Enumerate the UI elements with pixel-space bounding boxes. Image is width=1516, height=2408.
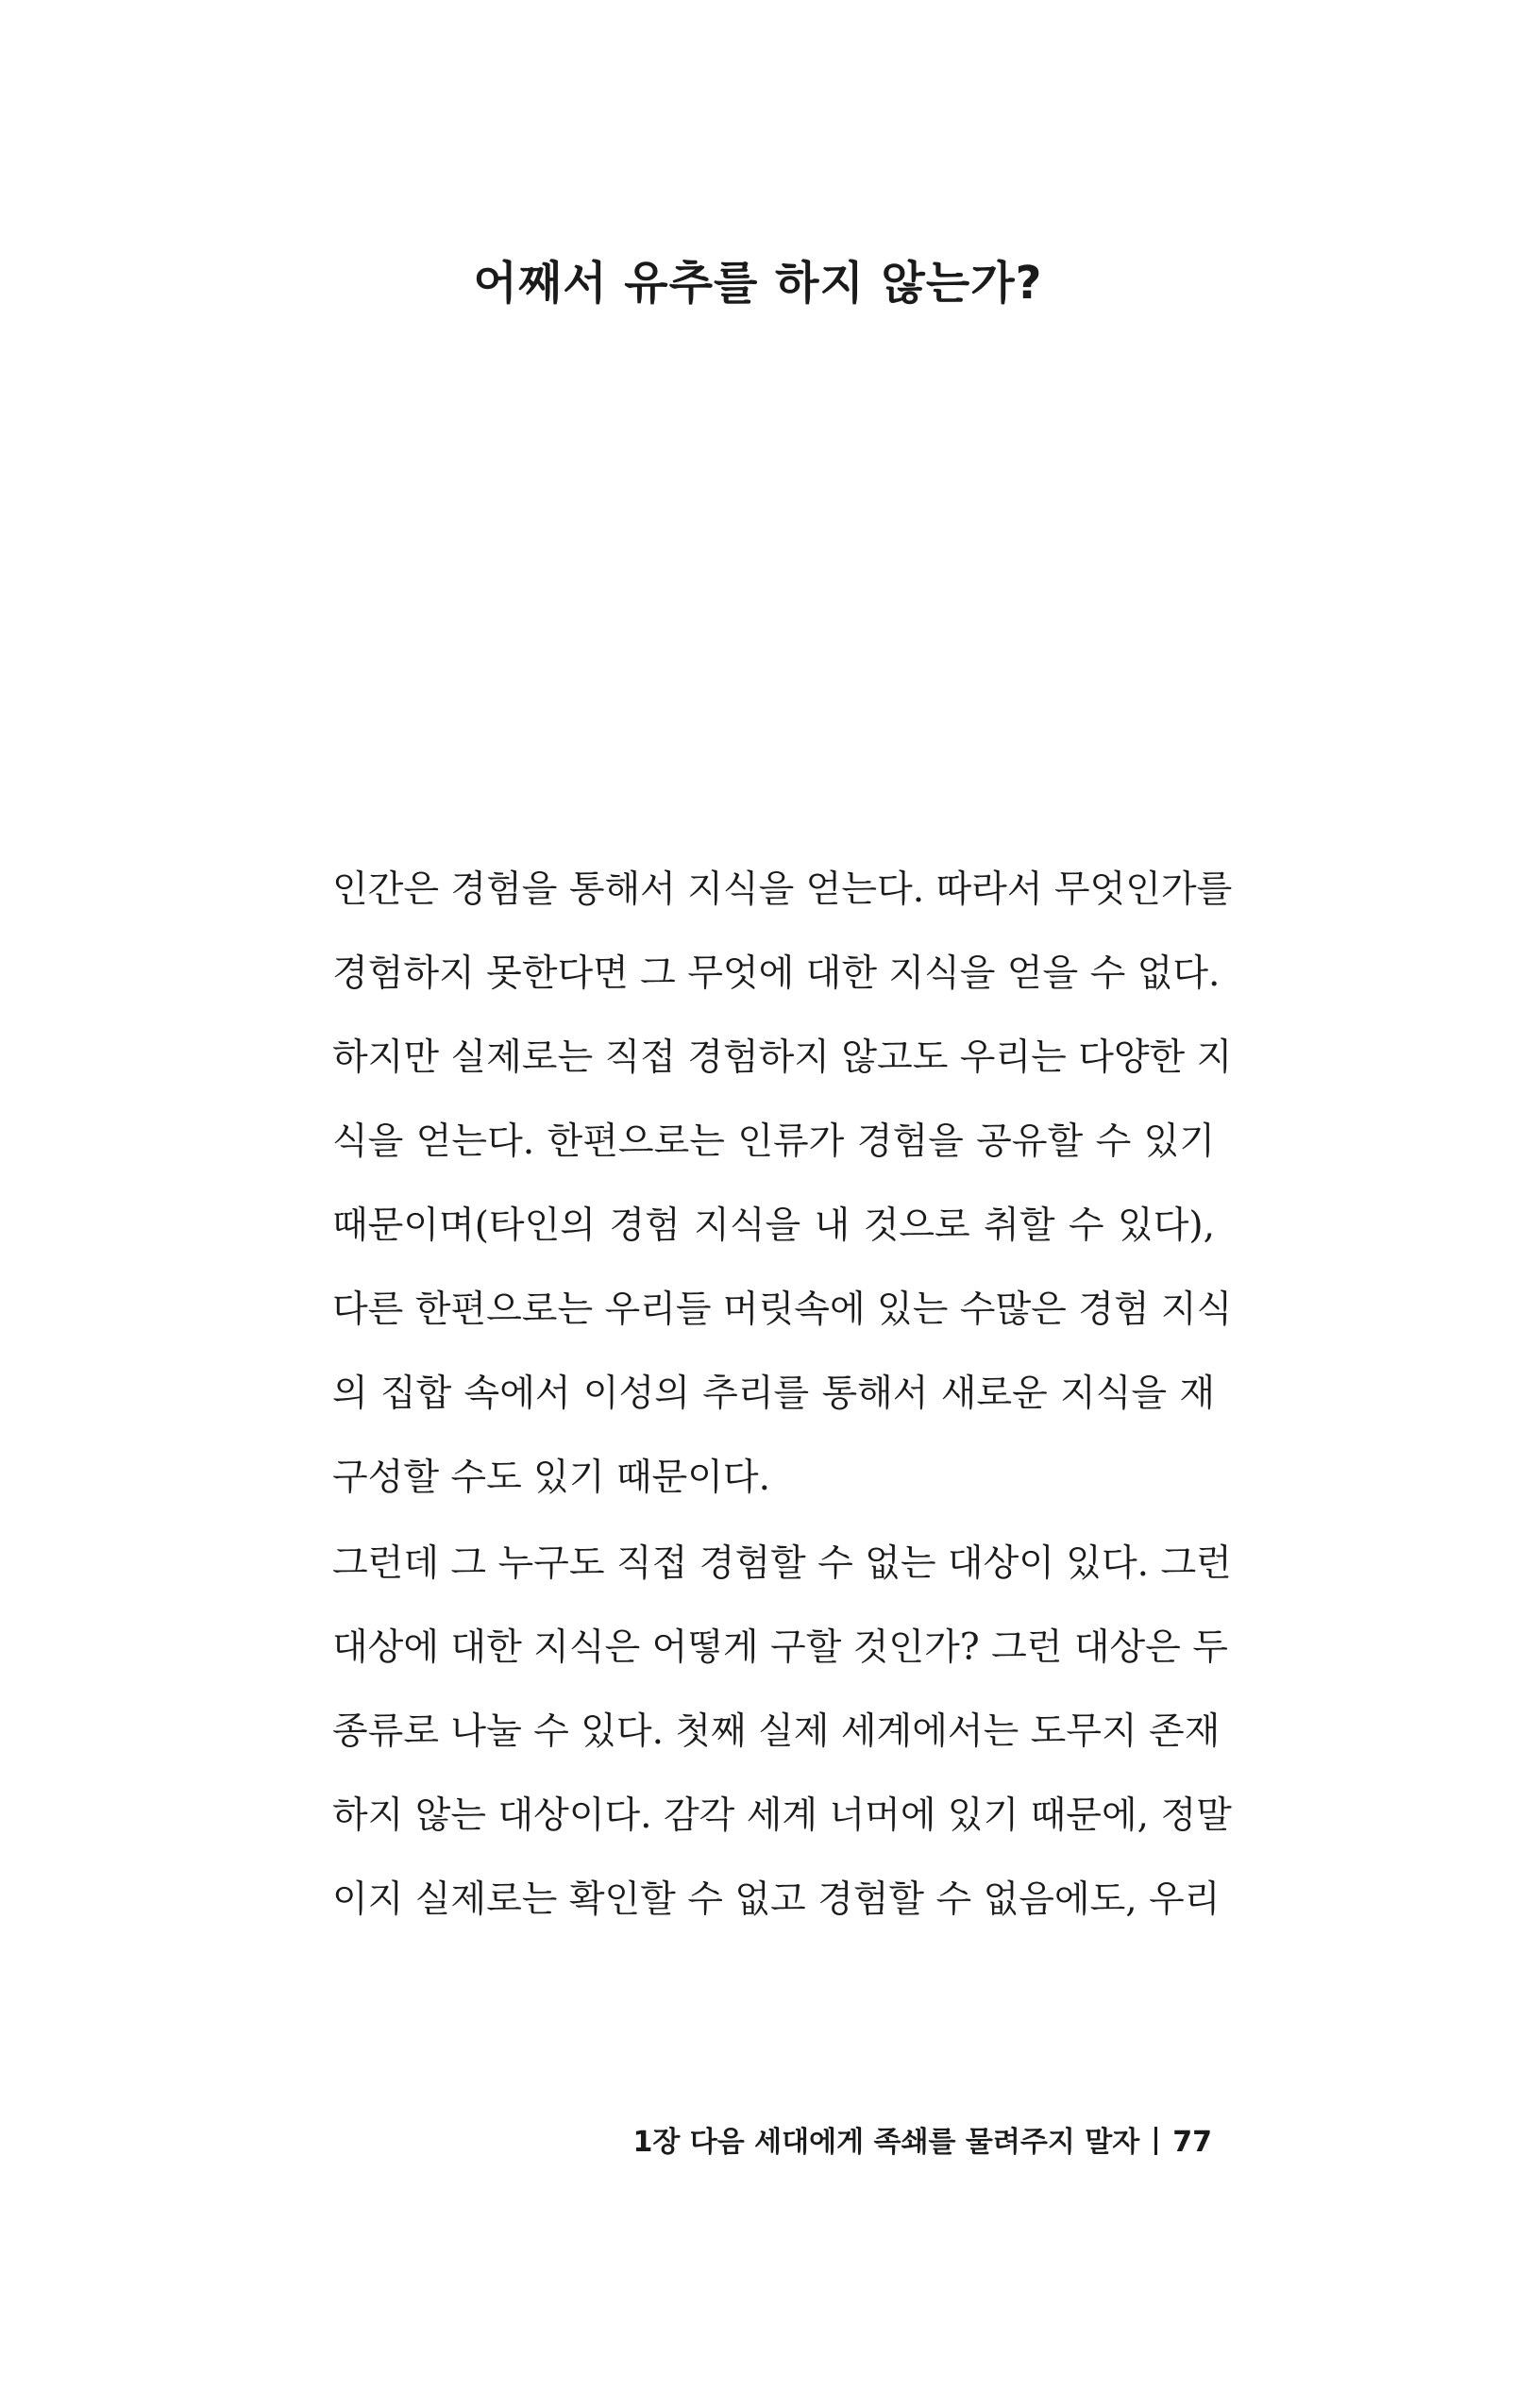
paragraph-line: 대상에 대한 지식은 어떻게 구할 것인가? 그런 대상은 두 [332, 1626, 1228, 1669]
paragraph-line: 하지만 실제로는 직접 경험하지 않고도 우리는 다양한 지 [332, 1036, 1233, 1079]
paragraph-line: 다른 한편으로는 우리들 머릿속에 있는 수많은 경험 지식 [332, 1288, 1233, 1331]
running-footer [632, 2122, 1212, 2164]
page-number: 77 [1172, 2126, 1212, 2159]
paragraph-line: 인간은 경험을 통해서 지식을 얻는다. 따라서 무엇인가를 [332, 868, 1233, 911]
paragraph-line: 때문이며(타인의 경험 지식을 내 것으로 취할 수 있다), [332, 1204, 1215, 1247]
paragraph-line: 종류로 나눌 수 있다. 첫째 실제 세계에서는 도무지 존재 [332, 1710, 1221, 1753]
paragraph-line: 그런데 그 누구도 직접 경험할 수 없는 대상이 있다. 그런 [332, 1542, 1232, 1585]
paragraph-line: 이지 실제로는 확인할 수 없고 경험할 수 없음에도, 우리 [332, 1878, 1221, 1921]
paragraph-line: 구성할 수도 있기 때문이다. [332, 1457, 771, 1499]
paragraph-1 [332, 848, 1233, 1520]
paragraph-line: 의 집합 속에서 이성의 추리를 통해서 새로운 지식을 재 [332, 1372, 1215, 1415]
paragraph-2 [332, 1522, 1232, 1942]
section-title: 어째서 유추를 하지 않는가? [473, 257, 1043, 310]
paragraph-line: 식을 얻는다. 한편으로는 인류가 경험을 공유할 수 있기 [332, 1120, 1215, 1163]
chapter-title: 1장 다음 세대에게 족쇄를 물려주지 말자 [632, 2126, 1140, 2159]
footer-divider [1154, 2127, 1157, 2155]
paragraph-line: 하지 않는 대상이다. 감각 세계 너머에 있기 때문에, 정말 [332, 1794, 1232, 1837]
paragraph-line: 경험하지 못한다면 그 무엇에 대한 지식을 얻을 수 없다. [332, 952, 1221, 995]
